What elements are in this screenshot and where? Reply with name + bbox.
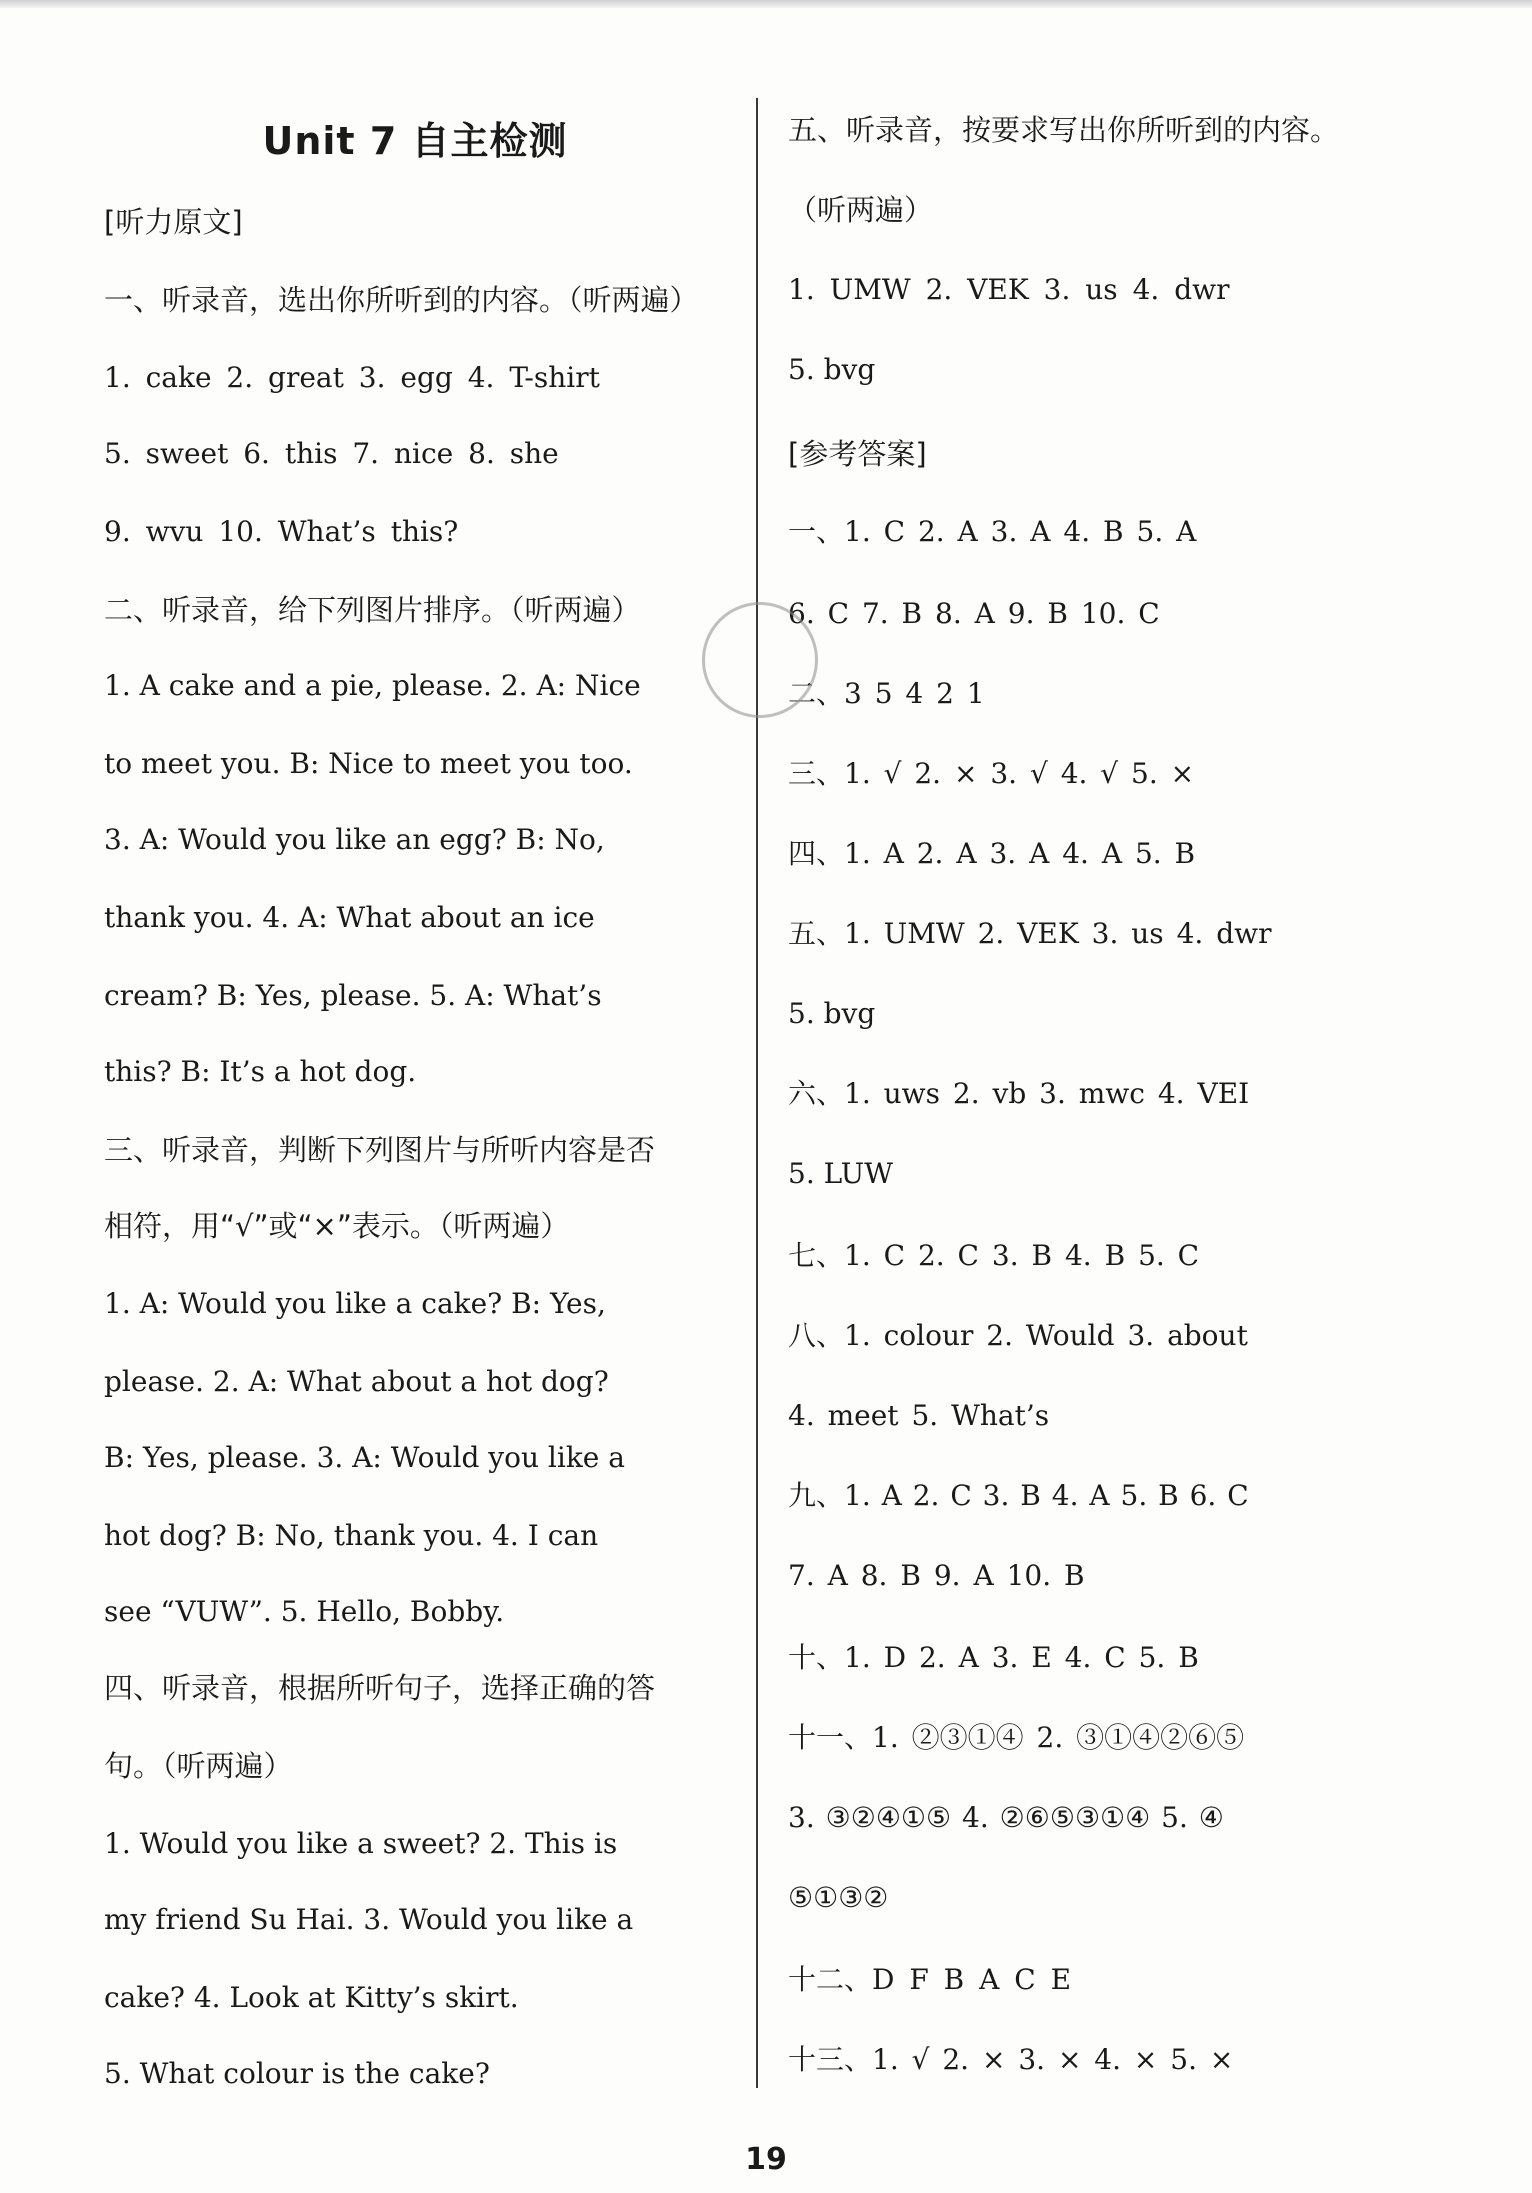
text-line: hot dog? B: No, thank you. 4. I can	[104, 1519, 599, 1552]
text-line: 9. wvu 10. What’s this?	[104, 515, 459, 548]
column-divider	[756, 98, 758, 2088]
text-line: my friend Su Hai. 3. Would you like a	[104, 1903, 634, 1936]
section-3-heading-cont: 相符，用“√”或“×”表示。（听两遍）	[104, 1209, 570, 1243]
answer-line: 五、1. UMW 2. VEK 3. us 4. dwr	[788, 917, 1272, 950]
page-title: Unit 7 自主检测	[262, 119, 568, 163]
text-line: 1. A cake and a pie, please. 2. A: Nice	[104, 669, 641, 702]
answer-line: 三、1. √ 2. × 3. √ 4. √ 5. ×	[788, 757, 1195, 790]
text-line: to meet you. B: Nice to meet you too.	[104, 747, 633, 780]
answer-line: ⑤①③②	[788, 1881, 889, 1914]
answer-line: 十、1. D 2. A 3. E 4. C 5. B	[788, 1641, 1199, 1674]
text-line: please. 2. A: What about a hot dog?	[104, 1365, 609, 1398]
section-4-heading-cont: 句。（听两遍）	[104, 1749, 293, 1783]
section-1-heading: 一、听录音，选出你所听到的内容。（听两遍）	[104, 283, 699, 317]
answer-line: 3. ③②④①⑤ 4. ②⑥⑤③①④ 5. ④	[788, 1801, 1224, 1834]
answer-header: [参考答案]	[788, 437, 927, 471]
answer-line: 6. C 7. B 8. A 9. B 10. C	[788, 597, 1160, 630]
text-line: cake? 4. Look at Kitty’s skirt.	[104, 1981, 519, 2014]
answer-line: 七、1. C 2. C 3. B 4. B 5. C	[788, 1239, 1200, 1272]
text-line: thank you. 4. A: What about an ice	[104, 901, 595, 934]
text-line: 1. A: Would you like a cake? B: Yes,	[104, 1287, 606, 1320]
answer-line: 六、1. uws 2. vb 3. mwc 4. VEI	[788, 1077, 1250, 1110]
page-number: 19	[745, 2142, 787, 2177]
text-line: 5. What colour is the cake?	[104, 2057, 490, 2090]
answer-line: 二、3 5 4 2 1	[788, 677, 985, 710]
page-top-edge	[0, 0, 1532, 8]
text-line: cream? B: Yes, please. 5. A: What’s	[104, 979, 602, 1012]
answer-line: 7. A 8. B 9. A 10. B	[788, 1559, 1085, 1592]
listening-header: [听力原文]	[104, 205, 243, 239]
answer-line: 八、1. colour 2. Would 3. about	[788, 1319, 1248, 1352]
text-line: 1. UMW 2. VEK 3. us 4. dwr	[788, 273, 1230, 306]
section-2-heading: 二、听录音，给下列图片排序。（听两遍）	[104, 593, 641, 627]
text-line: this? B: It’s a hot dog.	[104, 1055, 417, 1088]
text-line: 1. cake 2. great 3. egg 4. T-shirt	[104, 361, 600, 394]
answer-line: 一、1. C 2. A 3. A 4. B 5. A	[788, 515, 1197, 548]
answer-line: 十一、1. ②③①④ 2. ③①④②⑥⑤	[788, 1721, 1245, 1754]
text-line: B: Yes, please. 3. A: Would you like a	[104, 1441, 625, 1474]
answer-line: 5. LUW	[788, 1157, 894, 1190]
text-line: 5. bvg	[788, 353, 876, 386]
section-3-heading: 三、听录音，判断下列图片与所听内容是否	[104, 1133, 656, 1167]
answer-line: 九、1. A 2. C 3. B 4. A 5. B 6. C	[788, 1479, 1249, 1512]
section-5-heading-cont: （听两遍）	[788, 193, 934, 227]
section-4-heading: 四、听录音，根据所听句子，选择正确的答	[104, 1671, 656, 1705]
answer-line: 十三、1. √ 2. × 3. × 4. × 5. ×	[788, 2043, 1234, 2076]
text-line: 1. Would you like a sweet? 2. This is	[104, 1827, 618, 1860]
answer-line: 十二、D F B A C E	[788, 1963, 1072, 1996]
text-line: 5. sweet 6. this 7. nice 8. she	[104, 437, 559, 470]
answer-line: 5. bvg	[788, 997, 876, 1030]
text-line: 3. A: Would you like an egg? B: No,	[104, 823, 605, 856]
answer-line: 四、1. A 2. A 3. A 4. A 5. B	[788, 837, 1196, 870]
section-5-heading: 五、听录音，按要求写出你所听到的内容。	[788, 113, 1340, 147]
answer-line: 4. meet 5. What’s	[788, 1399, 1050, 1432]
text-line: see “VUW”. 5. Hello, Bobby.	[104, 1595, 505, 1628]
